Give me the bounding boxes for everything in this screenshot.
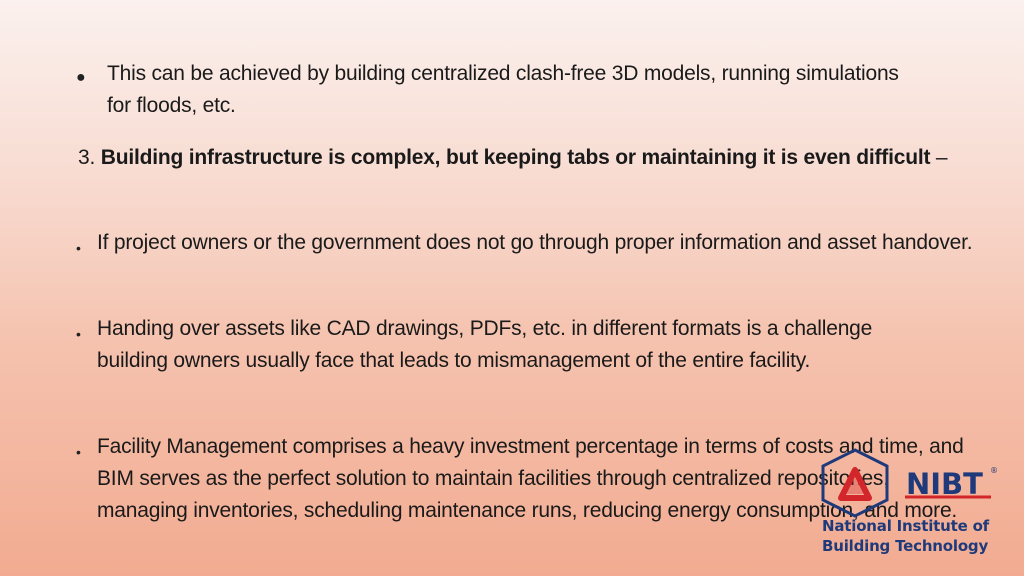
bullet-dot: • [76, 326, 81, 342]
bullet-dot: • [76, 240, 81, 256]
bullet-text-assets: Handing over assets like CAD drawings, PDFs, etc. in different formats is a challenge building owners usually face that leads to mismanagement of the entire facility. [97, 317, 873, 372]
logo-acronym: NIBT [906, 467, 983, 501]
registered-mark: ® [990, 466, 998, 475]
bullet-text-handover: If project owners or the government does not go through proper information and asset handover. [97, 231, 973, 254]
section-heading-3 [78, 142, 958, 174]
bullet-dot: ● [76, 69, 86, 86]
logo-line-1: National Institute of [822, 517, 990, 535]
heading-number: 3. [78, 146, 101, 169]
logo-line-2: Building Technology [822, 537, 989, 555]
heading-suffix: – [930, 146, 948, 169]
bullet-text-facility-management: Facility Management comprises a heavy investment percentage in terms of costs and time, and BIM serves as the perfect solution to maintain facilities through centralized repositories, managing inventories, scheduling maintenance runs, reducing energy consumption, and more. [97, 435, 964, 522]
bullet-text-simulations: This can be achieved by building centralized clash-free 3D models, running simulations for floods, etc. [107, 62, 899, 117]
bullet-dot: • [76, 444, 81, 460]
heading-bold-text: Building infrastructure is complex, but keeping tabs or maintaining it is even difficult [100, 146, 931, 169]
